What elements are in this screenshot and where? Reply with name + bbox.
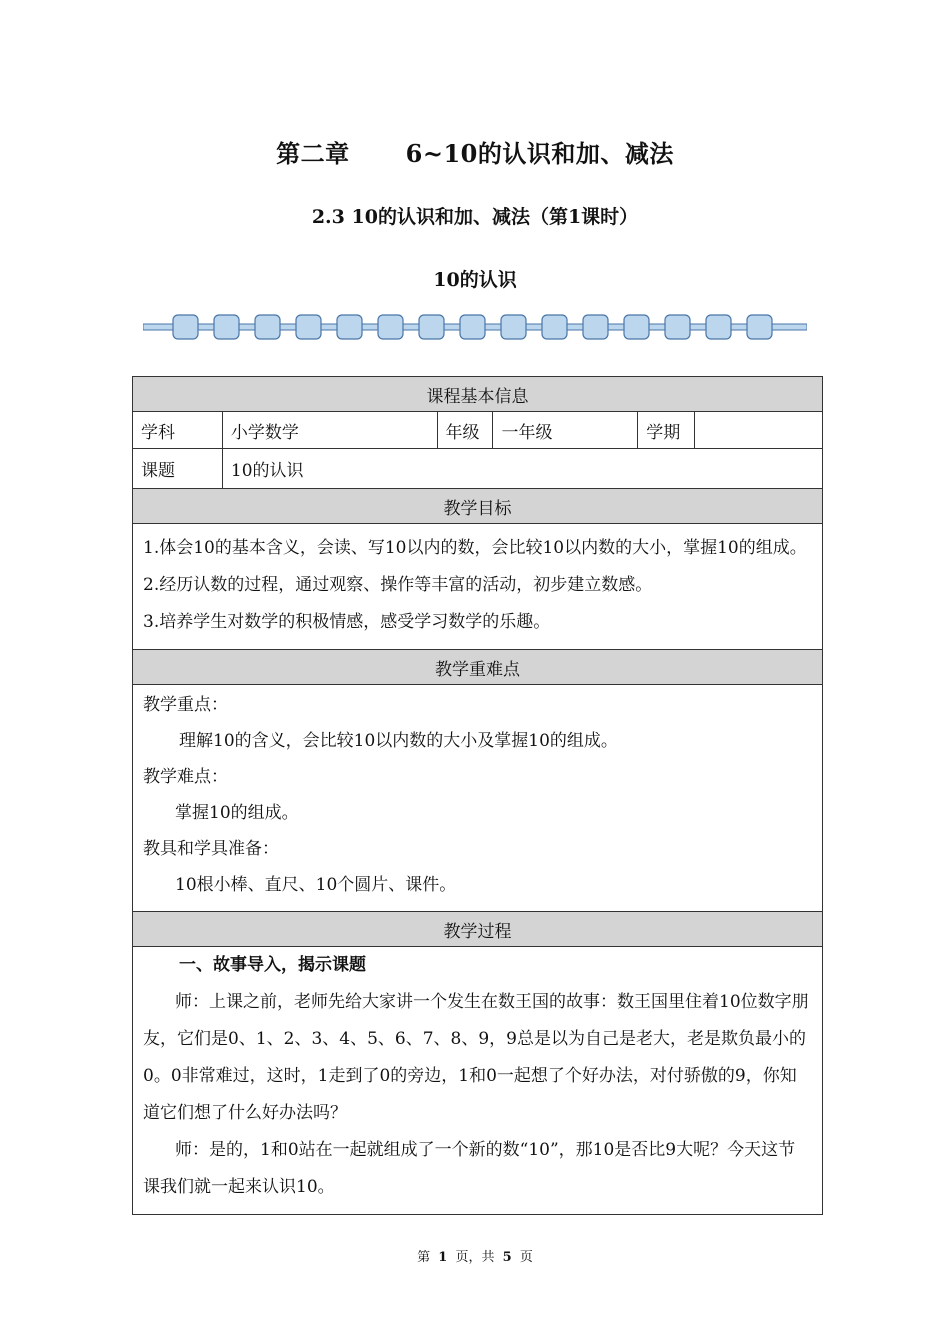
bead [624,315,649,339]
goals-cell [133,524,823,650]
chapter-name: 6~10的认识和加、减法 [405,139,674,168]
subject-label: 学科 [133,412,223,449]
bead [214,315,239,339]
chapter-label: 第二章 [276,139,350,168]
footer-suffix: 页 [519,1250,533,1265]
topic-value: 10的认识 [222,449,822,489]
subject-value: 小学数学 [222,412,437,449]
bead [542,315,567,339]
process-cell [133,947,823,1215]
key-points-cell [133,685,823,912]
bead [173,315,198,339]
goal-item: 1.体会10的基本含义，会读、写10以内的数，会比较10以内数的大小，掌握10的组成。 [143,538,807,558]
bead [583,315,608,339]
bead-divider [143,312,807,342]
footer-middle: 页，共 [455,1250,495,1265]
process-paragraph: 师：上课之前，老师先给大家讲一个发生在数王国的故事：数王国里住着10位数字朋友，它们是0、1、2、3、4、5、6、7、8、9，9总是以为自己是老大，老是欺负最小的0。0非常难过，这时，1走到了0的旁边，1和0一起想了个好办法，对付骄傲的9，你知道它们想了什么好办法吗？ [143,992,809,1123]
term-label: 学期 [638,412,695,449]
key-points-header: 教学重难点 [133,650,823,685]
bead [665,315,690,339]
footer-page-number: 1 [438,1250,448,1265]
bead [419,315,444,339]
goal-item: 3.培养学生对数学的积极情感，感受学习数学的乐趣。 [143,612,551,632]
focus-label: 教学重点： [143,695,228,715]
lesson-info-table [132,376,823,1215]
footer-total-pages: 5 [502,1250,512,1265]
chapter-title [0,134,950,169]
lesson-topic: 10的认识 [433,269,517,291]
grade-value: 一年级 [493,412,638,449]
difficulty-label: 教学难点： [143,767,228,787]
bead [296,315,321,339]
bead [747,315,772,339]
goals-header: 教学目标 [133,489,823,524]
bead [255,315,280,339]
focus-text: 理解10的含义，会比较10以内数的大小及掌握10的组成。 [179,731,618,751]
topic-label: 课题 [133,449,223,489]
tools-text: 10根小棒、直尺、10个圆片、课件。 [175,875,457,895]
bead [501,315,526,339]
bead [378,315,403,339]
difficulty-text: 掌握10的组成。 [175,803,299,823]
bead [337,315,362,339]
process-header: 教学过程 [133,912,823,947]
lesson-title: 2.3 10的认识和加、减法（第1课时） [311,206,639,228]
grade-label: 年级 [437,412,493,449]
footer-prefix: 第 [417,1250,431,1265]
bead [706,315,731,339]
bead [460,315,485,339]
page-footer [0,1246,950,1265]
process-section-title: 一、故事导入，揭示课题 [179,955,366,975]
term-value [695,412,823,449]
goal-item: 2.经历认数的过程，通过观察、操作等丰富的活动，初步建立数感。 [143,575,653,595]
process-paragraph: 师：是的，1和0站在一起就组成了一个新的数“10”，那10是否比9大呢？今天这节课我们就一起来认识10。 [143,1140,796,1197]
tools-label: 教具和学具准备： [143,839,279,859]
basic-info-header: 课程基本信息 [133,377,823,412]
